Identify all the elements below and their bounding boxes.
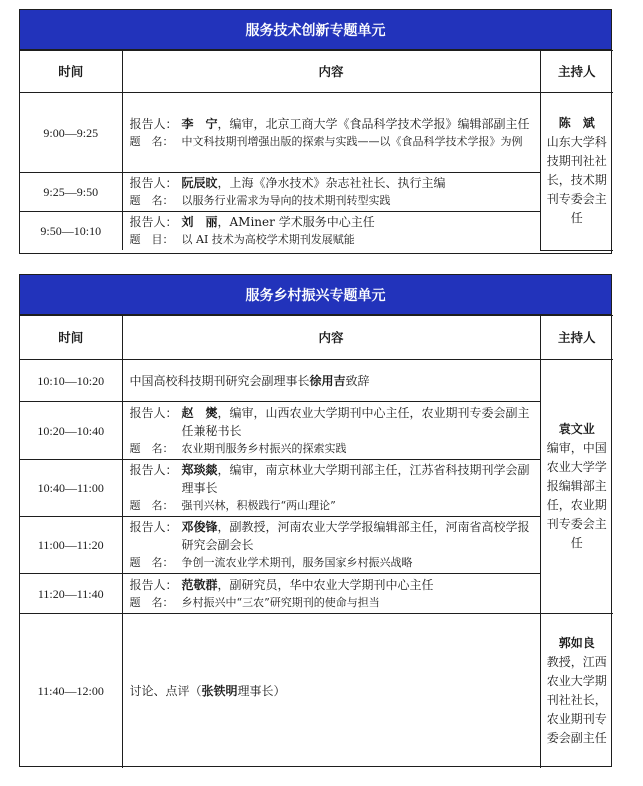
reporter-name: 李 宁 <box>181 116 218 131</box>
table-row <box>20 574 613 614</box>
content-cell <box>122 517 540 574</box>
reporter-desc: ，副教授，河南农业大学学报编辑部主任，河南省高校学报研究会副会长 <box>181 520 530 552</box>
table-row <box>20 173 613 212</box>
schedule-table <box>20 50 613 251</box>
content-cell <box>122 212 540 251</box>
section-title: 服务乡村振兴专题单元 <box>20 275 611 315</box>
table-row <box>20 460 613 517</box>
table-row <box>20 402 613 460</box>
section-rural-revitalization <box>19 274 612 767</box>
host-cell <box>540 360 613 614</box>
reporter-line <box>130 213 534 231</box>
topic-label: 题 目： <box>129 233 174 246</box>
topic-label: 题 名： <box>129 441 174 455</box>
reporter-line <box>130 404 534 440</box>
reporter-desc: ，上海《净水技术》杂志社社长、执行主编 <box>217 176 446 190</box>
host-cell <box>540 614 613 768</box>
discussion-chair: 张铁明 <box>201 683 238 698</box>
reporter-desc: ，AMiner 学术服务中心主任 <box>217 215 375 229</box>
time-cell: 10:10—10:20 <box>20 360 122 402</box>
reporter-line <box>130 174 534 192</box>
topic-line <box>130 594 534 612</box>
reporter-label: 报告人： <box>129 520 178 534</box>
time-cell: 9:25—9:50 <box>20 173 122 212</box>
content-cell <box>122 574 540 614</box>
reporter-name: 郑琰燚 <box>181 463 218 477</box>
time-cell: 11:40—12:00 <box>20 614 122 768</box>
header-row <box>20 51 613 93</box>
table-row <box>20 517 613 574</box>
time-cell: 9:50—10:10 <box>20 212 122 251</box>
header-content: 内容 <box>122 51 540 93</box>
host-desc: 教授，江西农业大学期刊社社长，农业期刊专委会副主任 <box>546 654 607 745</box>
reporter-label: 报告人： <box>129 116 178 131</box>
reporter-name: 刘 丽 <box>181 215 218 229</box>
schedule-table <box>20 315 613 768</box>
reporter-line <box>130 115 534 133</box>
reporter-label: 报告人： <box>129 577 178 592</box>
discussion-text-prefix: 讨论、点评（ <box>129 683 202 698</box>
header-content: 内容 <box>122 316 540 360</box>
reporter-label: 报告人： <box>129 215 178 229</box>
table-row <box>20 614 613 768</box>
host-name: 郭如良 <box>558 635 595 650</box>
topic-text: 中文科技期刊增强出版的探索与实践——以《食品科学技术学报》为例 <box>181 134 523 148</box>
topic-text: 乡村振兴中“三农”研究期刊的使命与担当 <box>181 595 380 609</box>
topic-text: 以 AI 技术为高校学术期刊发展赋能 <box>181 233 355 246</box>
host-name: 陈 斌 <box>558 116 595 131</box>
time-cell: 9:00—9:25 <box>20 93 122 173</box>
content-cell <box>122 460 540 517</box>
header-time: 时间 <box>20 316 122 360</box>
header-host: 主持人 <box>540 51 613 93</box>
reporter-label: 报告人： <box>129 405 178 420</box>
host-cell <box>540 93 613 251</box>
reporter-desc: ，编审，北京工商大学《食品科学技术学报》编辑部副主任 <box>217 116 530 131</box>
reporter-name: 邓俊锋 <box>181 520 218 534</box>
opening-text-suffix: 致辞 <box>345 373 370 388</box>
section-technology-innovation <box>19 9 612 254</box>
host-name: 袁文业 <box>558 422 595 436</box>
time-cell: 10:40—11:00 <box>20 460 122 517</box>
reporter-line <box>130 576 534 594</box>
topic-text: 以服务行业需求为导向的技术期刊转型实践 <box>181 194 391 207</box>
topic-line <box>130 554 534 572</box>
time-cell: 11:20—11:40 <box>20 574 122 614</box>
content-cell <box>122 173 540 212</box>
host-desc: 山东大学科技期刊社社长，技术期刊专委会主任 <box>546 135 607 226</box>
table-row <box>20 93 613 173</box>
topic-label: 题 名： <box>129 595 174 609</box>
time-cell: 11:00—11:20 <box>20 517 122 574</box>
time-cell: 10:20—10:40 <box>20 402 122 460</box>
topic-label: 题 名： <box>129 499 174 512</box>
topic-line <box>130 440 534 458</box>
reporter-desc: ，副研究员，华中农业大学期刊中心主任 <box>217 577 434 592</box>
reporter-name: 范敬群 <box>181 577 218 592</box>
reporter-name: 阮辰旼 <box>181 176 218 190</box>
content-cell <box>122 614 540 768</box>
header-time: 时间 <box>20 51 122 93</box>
topic-text: 农业期刊服务乡村振兴的探索实践 <box>181 441 347 455</box>
topic-label: 题 名： <box>129 556 174 569</box>
reporter-label: 报告人： <box>129 176 178 190</box>
topic-line <box>130 231 534 249</box>
content-cell <box>122 402 540 460</box>
topic-line <box>130 497 534 515</box>
reporter-line <box>130 461 534 497</box>
reporter-desc: ，编审，山西农业大学期刊中心主任，农业期刊专委会副主任兼秘书长 <box>181 405 530 438</box>
topic-label: 题 名： <box>129 194 174 207</box>
section-title: 服务技术创新专题单元 <box>20 10 611 50</box>
topic-text: 强刊兴林，积极践行“两山理论” <box>181 499 336 512</box>
table-row <box>20 360 613 402</box>
content-cell <box>122 360 540 402</box>
reporter-name: 赵 爕 <box>181 405 218 420</box>
reporter-line <box>130 518 534 554</box>
header-host: 主持人 <box>540 316 613 360</box>
topic-line <box>130 133 534 151</box>
topic-line <box>130 192 534 210</box>
header-row <box>20 316 613 360</box>
topic-label: 题 名： <box>129 134 174 148</box>
reporter-desc: ，编审，南京林业大学期刊部主任，江苏省科技期刊学会副理事长 <box>181 463 530 495</box>
table-row <box>20 212 613 251</box>
host-desc: 编审，中国农业大学学报编辑部主任，农业期刊专委会主任 <box>546 441 607 550</box>
reporter-label: 报告人： <box>129 463 178 477</box>
opening-speaker: 徐用吉 <box>309 373 346 388</box>
discussion-text-suffix: 理事长） <box>237 683 286 698</box>
topic-text: 争创一流农业学术期刊，服务国家乡村振兴战略 <box>181 556 413 569</box>
opening-text-prefix: 中国高校科技期刊研究会副理事长 <box>129 373 310 388</box>
content-cell <box>122 93 540 173</box>
